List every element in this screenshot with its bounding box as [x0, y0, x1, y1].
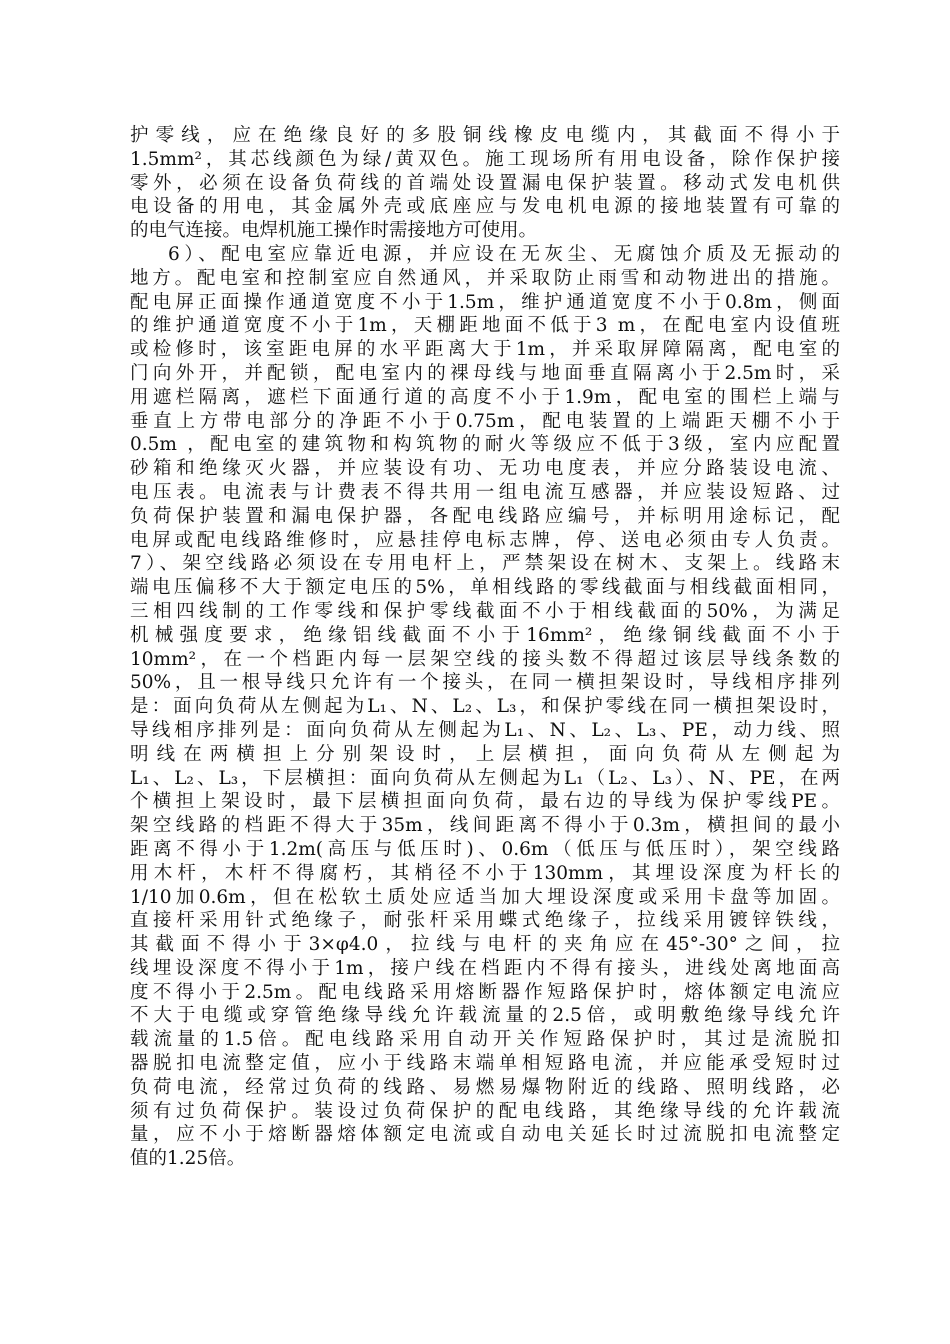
document-page [130, 124, 840, 1171]
text-line: 负荷保护装置和漏电保护器，各配电线路应编号，并标明用途标记，配 [130, 505, 840, 527]
text-line: 用遮栏隔离，遮栏下面通行道的高度不小于1.9m，配电室的围栏上端与 [130, 386, 840, 408]
text-line: 1.5mm²，其芯线颜色为绿/黄双色。施工现场所有用电设备，除作保护接 [130, 148, 840, 170]
text-line: 1/10加0.6m，但在松软土质处应适当加大埋设深度或采用卡盘等加固。 [130, 886, 840, 908]
text-line: 其截面不得小于3×φ4.0，拉线与电杆的夹角应在45°-30°之间，拉 [130, 934, 840, 956]
text-line: 门向外开，并配锁，配电室内的裸母线与地面垂直隔离小于2.5m时，采 [130, 362, 840, 384]
text-line: 须有过负荷保护。装设过负荷保护的配电线路，其绝缘导线的允许载流 [130, 1100, 840, 1122]
text-line: 导线相序排列是：面向负荷从左侧起为L₁、N、L₂、L₃、PE，动力线、照 [130, 719, 840, 741]
text-line: 量，应不小于熔断器熔体额定电流或自动电关延长时过流脱扣电流整定 [130, 1124, 840, 1146]
text-line: 不大于电缆或穿管绝缘导线允许载流量的2.5倍，或明敷绝缘导线允许 [130, 1005, 840, 1027]
text-line: 地方。配电室和控制室应自然通风，并采取防止雨雪和动物进出的措施。 [130, 267, 840, 289]
text-line: 线埋设深度不得小于1m，接户线在档距内不得有接头，进线处离地面高 [130, 957, 840, 979]
text-line: 值的1.25倍。 [130, 1148, 246, 1170]
text-line: L₁、L₂、L₃，下层横担：面向负荷从左侧起为L₁（L₂、L₃）、N、PE，在两 [130, 767, 840, 789]
text-line: 直接杆采用针式绝缘子，耐张杆采用蝶式绝缘子，拉线采用镀锌铁线， [130, 910, 840, 932]
text-line: 垂直上方带电部分的净距不小于0.75m，配电装置的上端距天棚不小于 [130, 410, 840, 432]
text-line: 器脱扣电流整定值，应小于线路末端单相短路电流，并应能承受短时过 [130, 1053, 840, 1075]
text-line: 距离不得小于1.2m(高压与低压时)、0.6m（低压与低压时），架空线路 [130, 838, 840, 860]
text-line: 端电压偏移不大于额定电压的5%，单相线路的零线截面与相线截面相同， [130, 577, 840, 599]
text-line: 机械强度要求，绝缘铝线截面不小于16mm²，绝缘铜线截面不小于 [130, 624, 840, 646]
text-line: 度不得小于2.5m。配电线路采用熔断器作短路保护时，熔体额定电流应 [130, 981, 840, 1003]
text-line: 电设备的用电，其金属外壳或底座应与发电机电源的接地装置有可靠的 [130, 196, 840, 218]
text-line: 用木杆，木杆不得腐朽，其梢径不小于130mm，其埋设深度为杆长的 [130, 862, 840, 884]
text-line: 50%，且一根导线只允许有一个接头，在同一横担架设时，导线相序排列 [130, 672, 840, 694]
text-line: 三相四线制的工作零线和保护零线截面不小于相线截面的50%，为满足 [130, 600, 840, 622]
text-line: 电压表。电流表与计费表不得共用一组电流互感器，并应装设短路、过 [130, 481, 840, 503]
text-line: 6）、配电室应靠近电源，并应设在无灰尘、无腐蚀介质及无振动的 [168, 243, 840, 265]
text-line: 个横担上架设时，最下层横担面向负荷，最右边的导线为保护零线PE。 [130, 791, 840, 813]
text-line: 7）、架空线路必须设在专用电杆上，严禁架设在树木、支架上。线路末 [130, 553, 840, 575]
text-line: 10mm²，在一个档距内每一层架空线的接头数不得超过该层导线条数的 [130, 648, 840, 670]
text-line: 是：面向负荷从左侧起为L₁、N、L₂、L₃，和保护零线在同一横担架设时， [130, 696, 840, 718]
text-line: 载流量的1.5倍。配电线路采用自动开关作短路保护时，其过是流脱扣 [130, 1029, 840, 1051]
text-line: 0.5m ，配电室的建筑物和构筑物的耐火等级应不低于3级，室内应配置 [130, 434, 840, 456]
text-line: 架空线路的档距不得大于35m，线间距离不得小于0.3m，横担间的最小 [130, 815, 840, 837]
text-line: 砂箱和绝缘灭火器，并应装设有功、无功电度表，并应分路装设电流、 [130, 458, 840, 480]
text-line: 的电气连接。电焊机施工操作时需接地方可使用。 [130, 220, 538, 242]
text-line: 的维护通道宽度不小于1m，天棚距地面不低于3 m，在配电室内设值班 [130, 315, 840, 337]
text-line: 明线在两横担上分别架设时，上层横担，面向负荷从左侧起为 [130, 743, 840, 765]
text-line: 负荷电流，经常过负荷的线路、易燃易爆物附近的线路、照明线路，必 [130, 1076, 840, 1098]
text-line: 配电屏正面操作通道宽度不小于1.5m，维护通道宽度不小于0.8m，侧面 [130, 291, 840, 313]
text-line: 或检修时，该室距电屏的水平距离大于1m，并采取屏障隔离，配电室的 [130, 339, 840, 361]
text-line: 护零线，应在绝缘良好的多股铜线橡皮电缆内，其截面不得小于 [130, 125, 840, 146]
text-line: 零外，必须在设备负荷线的首端处设置漏电保护装置。移动式发电机供 [130, 172, 840, 194]
text-line: 电屏或配电线路维修时，应悬挂停电标志牌，停、送电必须由专人负责。 [130, 529, 840, 551]
